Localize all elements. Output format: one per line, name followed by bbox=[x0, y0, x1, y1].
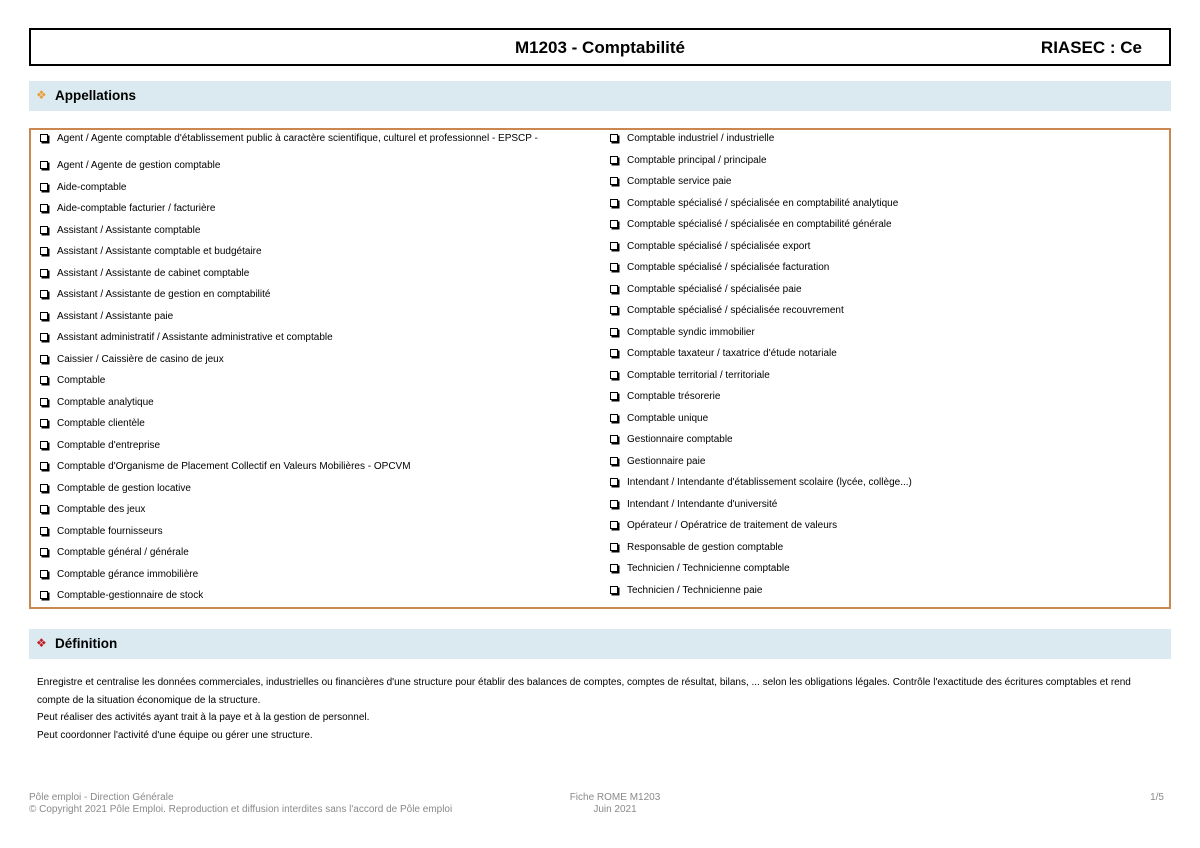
checkbox-icon bbox=[40, 134, 48, 142]
appellation-item bbox=[610, 133, 1160, 155]
appellation-item bbox=[40, 289, 570, 311]
checkbox-icon bbox=[610, 349, 618, 357]
appellation-label: Comptable spécialisé / spécialisée recouvrement bbox=[627, 305, 844, 316]
appellation-label: Intendant / Intendante d'université bbox=[627, 498, 778, 510]
appellations-title: Appellations bbox=[55, 88, 137, 103]
appellations-list-box bbox=[29, 128, 1171, 609]
checkbox-icon bbox=[40, 462, 48, 470]
appellation-label: Technicien / Technicienne paie bbox=[627, 584, 763, 596]
footer-date: Juin 2021 bbox=[593, 803, 637, 815]
appellation-item bbox=[40, 354, 570, 376]
appellation-label: Comptable spécialisé / spécialisée en comptabilité générale bbox=[627, 219, 892, 230]
checkbox-icon bbox=[40, 183, 48, 191]
appellation-label: Technicien / Technicienne comptable bbox=[627, 563, 790, 574]
appellation-item bbox=[610, 391, 1160, 413]
checkbox-icon bbox=[40, 441, 48, 449]
appellation-label: Comptable principal / principale bbox=[627, 154, 767, 166]
appellation-label: Comptable bbox=[57, 375, 106, 386]
appellation-label: Caissier / Caissière de casino de jeux bbox=[57, 353, 224, 365]
definition-section-header bbox=[29, 629, 1171, 659]
checkbox-icon bbox=[40, 355, 48, 363]
checkbox-icon bbox=[40, 419, 48, 427]
appellation-item bbox=[40, 311, 570, 333]
diamond-bullet-icon: ❖ bbox=[36, 636, 47, 650]
checkbox-icon bbox=[610, 414, 618, 422]
checkbox-icon bbox=[610, 156, 618, 164]
checkbox-icon bbox=[610, 371, 618, 379]
appellation-label: Comptable spécialisé / spécialisée en comptabilité analytique bbox=[627, 197, 899, 209]
appellation-item bbox=[40, 182, 570, 204]
appellation-label: Comptable industriel / industrielle bbox=[627, 133, 775, 144]
checkbox-icon bbox=[610, 220, 618, 228]
definition-paragraph: Peut réaliser des activités ayant trait à la paye et à la gestion de personnel. bbox=[37, 712, 370, 723]
appellation-label: Comptable gérance immobilière bbox=[57, 568, 199, 580]
appellation-label: Aide-comptable bbox=[57, 181, 127, 193]
appellation-item bbox=[610, 520, 1160, 542]
appellation-item bbox=[40, 483, 570, 505]
appellation-item bbox=[610, 477, 1160, 499]
appellation-label: Assistant / Assistante de gestion en comptabilité bbox=[57, 289, 271, 300]
definition-paragraph: Enregistre et centralise les données commerciales, industrielles ou financières d'une structure pour établir des balances de comptes, comptes de résultat, bilans, ... selon les obligations légales. Contrôle l'exactitude des écritures comptables et rend compte de la situation économique de la structure. bbox=[37, 677, 1131, 706]
appellation-item bbox=[40, 332, 570, 354]
appellation-item bbox=[610, 176, 1160, 198]
checkbox-icon bbox=[610, 392, 618, 400]
appellation-item bbox=[40, 440, 570, 462]
checkbox-icon bbox=[40, 527, 48, 535]
appellations-right-column bbox=[610, 133, 1160, 606]
appellation-label: Comptable clientèle bbox=[57, 418, 145, 429]
checkbox-icon bbox=[610, 564, 618, 572]
appellation-label: Assistant administratif / Assistante administrative et comptable bbox=[57, 332, 333, 343]
appellation-label: Comptable spécialisé / spécialisée facturation bbox=[627, 262, 830, 273]
appellation-item bbox=[40, 133, 570, 160]
appellation-label: Comptable fournisseurs bbox=[57, 525, 163, 537]
appellation-item bbox=[610, 327, 1160, 349]
appellation-label: Opérateur / Opératrice de traitement de valeurs bbox=[627, 520, 838, 531]
checkbox-icon bbox=[40, 269, 48, 277]
appellation-item bbox=[610, 262, 1160, 284]
checkbox-icon bbox=[610, 586, 618, 594]
appellation-label: Agent / Agente de gestion comptable bbox=[57, 160, 221, 171]
appellation-item bbox=[610, 155, 1160, 177]
checkbox-icon bbox=[40, 333, 48, 341]
page-header bbox=[29, 28, 1171, 66]
appellation-item bbox=[610, 284, 1160, 306]
checkbox-icon bbox=[610, 500, 618, 508]
checkbox-icon bbox=[40, 204, 48, 212]
footer-left bbox=[29, 792, 452, 815]
appellation-item bbox=[610, 370, 1160, 392]
appellation-label: Comptable syndic immobilier bbox=[627, 326, 755, 338]
appellation-item bbox=[610, 413, 1160, 435]
appellation-label: Aide-comptable facturier / facturière bbox=[57, 203, 216, 214]
appellation-item bbox=[610, 348, 1160, 370]
appellation-item bbox=[40, 203, 570, 225]
appellation-item bbox=[40, 526, 570, 548]
appellation-label: Agent / Agente comptable d'établissement public à caractère scientifique, culturel et professionnel - EPSCP - bbox=[57, 133, 538, 144]
checkbox-icon bbox=[40, 398, 48, 406]
appellation-item bbox=[610, 563, 1160, 585]
appellation-item bbox=[610, 219, 1160, 241]
appellation-item bbox=[40, 590, 570, 612]
appellation-item bbox=[40, 504, 570, 526]
appellation-label: Assistant / Assistante de cabinet comptable bbox=[57, 267, 250, 279]
checkbox-icon bbox=[40, 290, 48, 298]
appellation-item bbox=[610, 585, 1160, 607]
appellation-item bbox=[610, 499, 1160, 521]
checkbox-icon bbox=[40, 376, 48, 384]
checkbox-icon bbox=[610, 177, 618, 185]
appellation-label: Comptable unique bbox=[627, 412, 709, 424]
appellation-label: Gestionnaire paie bbox=[627, 455, 706, 467]
appellation-item bbox=[610, 305, 1160, 327]
definition-title: Définition bbox=[55, 636, 118, 651]
appellation-item bbox=[610, 434, 1160, 456]
checkbox-icon bbox=[610, 306, 618, 314]
appellation-label: Comptable de gestion locative bbox=[57, 482, 191, 494]
appellation-label: Comptable d'entreprise bbox=[57, 439, 161, 451]
appellation-label: Comptable taxateur / taxatrice d'étude notariale bbox=[627, 348, 837, 359]
checkbox-icon bbox=[610, 478, 618, 486]
appellation-label: Responsable de gestion comptable bbox=[627, 541, 784, 553]
checkbox-icon bbox=[40, 484, 48, 492]
checkbox-icon bbox=[610, 285, 618, 293]
appellation-item bbox=[40, 461, 570, 483]
appellation-label: Comptable général / générale bbox=[57, 547, 189, 558]
appellation-label: Assistant / Assistante comptable bbox=[57, 224, 201, 236]
appellation-item bbox=[40, 397, 570, 419]
footer-fiche: Fiche ROME M1203 bbox=[569, 792, 661, 803]
checkbox-icon bbox=[610, 328, 618, 336]
appellation-item bbox=[610, 456, 1160, 478]
checkbox-icon bbox=[610, 199, 618, 207]
appellation-label: Assistant / Assistante comptable et budgétaire bbox=[57, 246, 262, 257]
appellation-item bbox=[610, 542, 1160, 564]
checkbox-icon bbox=[610, 521, 618, 529]
appellation-label: Assistant / Assistante paie bbox=[57, 310, 174, 322]
appellation-label: Comptable spécialisé / spécialisée paie bbox=[627, 283, 802, 295]
appellation-item bbox=[40, 160, 570, 182]
checkbox-icon bbox=[40, 247, 48, 255]
appellation-item bbox=[610, 241, 1160, 263]
appellation-label: Intendant / Intendante d'établissement scolaire (lycée, collège...) bbox=[627, 477, 912, 488]
appellation-label: Gestionnaire comptable bbox=[627, 434, 733, 445]
appellation-item bbox=[610, 198, 1160, 220]
checkbox-icon bbox=[610, 242, 618, 250]
footer-organization: Pôle emploi - Direction Générale bbox=[29, 792, 174, 803]
appellation-label: Comptable service paie bbox=[627, 176, 732, 187]
page-number: 1/5 bbox=[1150, 792, 1164, 803]
appellation-label: Comptable des jeux bbox=[57, 504, 146, 515]
checkbox-icon bbox=[610, 457, 618, 465]
appellations-section-header bbox=[29, 81, 1171, 111]
checkbox-icon bbox=[40, 591, 48, 599]
checkbox-icon bbox=[610, 134, 618, 142]
appellations-left-column bbox=[40, 133, 570, 612]
appellation-item bbox=[40, 268, 570, 290]
checkbox-icon bbox=[610, 263, 618, 271]
riasec-code: RIASEC : Ce bbox=[1040, 38, 1142, 57]
appellation-label: Comptable trésorerie bbox=[627, 391, 721, 402]
appellation-item bbox=[40, 418, 570, 440]
definition-text bbox=[37, 674, 1162, 744]
appellation-label: Comptable-gestionnaire de stock bbox=[57, 590, 204, 601]
definition-paragraph: Peut coordonner l'activité d'une équipe ou gérer une structure. bbox=[37, 729, 313, 741]
checkbox-icon bbox=[40, 161, 48, 169]
appellation-label: Comptable territorial / territoriale bbox=[627, 369, 770, 381]
checkbox-icon bbox=[40, 505, 48, 513]
appellation-item bbox=[40, 547, 570, 569]
diamond-bullet-icon: ❖ bbox=[36, 88, 47, 102]
appellation-label: Comptable d'Organisme de Placement Collectif en Valeurs Mobilières - OPCVM bbox=[57, 461, 411, 472]
appellation-label: Comptable spécialisé / spécialisée export bbox=[627, 240, 811, 252]
appellation-item bbox=[40, 569, 570, 591]
checkbox-icon bbox=[610, 435, 618, 443]
appellation-item bbox=[40, 246, 570, 268]
appellation-item bbox=[40, 225, 570, 247]
checkbox-icon bbox=[40, 312, 48, 320]
footer-center bbox=[540, 792, 690, 815]
checkbox-icon bbox=[40, 570, 48, 578]
footer-right bbox=[1120, 792, 1164, 804]
checkbox-icon bbox=[40, 226, 48, 234]
appellation-item bbox=[40, 375, 570, 397]
checkbox-icon bbox=[610, 543, 618, 551]
appellation-label: Comptable analytique bbox=[57, 396, 154, 408]
page-title: M1203 - Comptabilité bbox=[514, 38, 686, 57]
footer-copyright: © Copyright 2021 Pôle Emploi. Reproduction et diffusion interdites sans l'accord de Pôle emploi bbox=[29, 803, 453, 815]
checkbox-icon bbox=[40, 548, 48, 556]
